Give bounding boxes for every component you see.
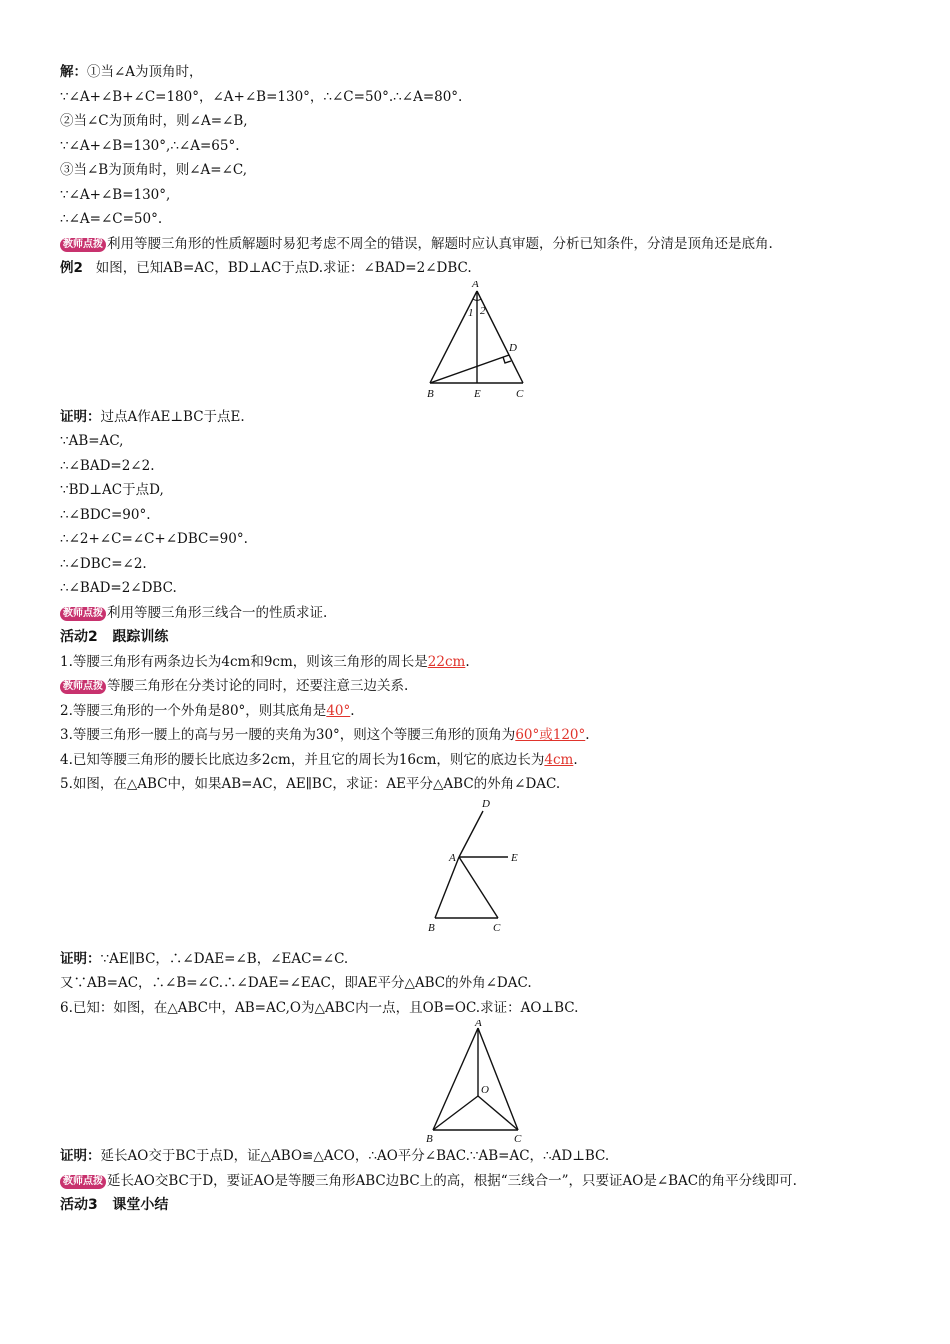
point-label-d: D [509, 341, 517, 354]
proof-1-line-3: ∴∠BAD=2∠2. [60, 457, 155, 474]
solution-line-6: ∵∠A+∠B=130°, [60, 186, 171, 203]
proof-label: 证明： [60, 950, 101, 967]
segment-ab [433, 1028, 478, 1130]
proof-2-line-1: 证明：∵AE∥BC，∴∠DAE=∠B，∠EAC=∠C. [60, 950, 349, 967]
triangle-abc-point-o-diagram [60, 1020, 900, 1144]
point-label-d: D [482, 797, 490, 810]
point-label-e: E [474, 387, 481, 400]
solution-line-5: ③当∠B为顶角时，则∠A=∠C, [60, 162, 248, 178]
point-label-c: C [493, 921, 501, 934]
point-label-a: A [472, 280, 479, 290]
point-label-e: E [511, 851, 518, 864]
example-2-figure [60, 281, 900, 405]
point-label-a: A [449, 851, 456, 864]
teacher-tip-badge: 教师点拨 [60, 607, 106, 621]
answer-2: 40° [326, 702, 351, 719]
proof-1-line-8: ∴∠BAD=2∠DBC. [60, 580, 177, 596]
angle-label-2: 2 [480, 304, 486, 317]
teacher-tip-3: 教师点拨 等腰三角形在分类讨论的同时，还要注意三边关系. [60, 674, 900, 699]
answer-4: 4cm [544, 751, 574, 768]
document-page [60, 60, 900, 1218]
triangle-abc-ae-parallel-diagram [60, 797, 900, 947]
answer-1: 22cm [427, 653, 466, 670]
triangle-abc-bd-ae-diagram [60, 281, 900, 405]
point-label-b: B [428, 921, 435, 934]
question-2: 2.等腰三角形的一个外角是80°，则其底角是40°. [60, 702, 355, 719]
example-2-statement: 例2 如图，已知AB=AC，BD⊥AC于点D.求证：∠BAD=2∠DBC. [60, 260, 472, 276]
proof-label: 证明： [60, 1148, 101, 1164]
question-5: 5.如图，在△ABC中，如果AB=AC，AE∥BC，求证：AE平分△ABC的外角∠DAC. [60, 776, 561, 792]
angle-label-1: 1 [468, 306, 474, 319]
question-1: 1.等腰三角形有两条边长为4cm和9cm，则该三角形的周长是22cm. [60, 653, 470, 670]
teacher-tip-badge: 教师点拨 [60, 238, 106, 252]
question-3: 3.等腰三角形一腰上的高与另一腰的夹角为30°，则这个等腰三角形的顶角为60°或120°. [60, 727, 590, 743]
teacher-tip-badge: 教师点拨 [60, 1175, 106, 1189]
teacher-tip-badge: 教师点拨 [60, 680, 106, 694]
question-6: 6.已知：如图，在△ABC中，AB=AC,O为△ABC内一点，且OB=OC.求证：AO⊥BC. [60, 999, 579, 1016]
point-label-a: A [475, 1020, 482, 1029]
question-6-figure [60, 1020, 900, 1144]
solution-line-4: ∵∠A+∠B=130°,∴∠A=65°. [60, 137, 240, 154]
solution-line-1: 解：①当∠A为顶角时， [60, 64, 203, 80]
teacher-tip-4: 教师点拨 延长AO交BC于D，要证AO是等腰三角形ABC边BC上的高，根据“三线合一”，只要证AO是∠BAC的角平分线即可. [60, 1169, 900, 1194]
point-label-b: B [427, 387, 434, 400]
activity-3-heading: 活动3 课堂小结 [60, 1197, 169, 1213]
proof-1-line-4: ∵BD⊥AC于点D, [60, 482, 164, 498]
segment-ac [478, 1028, 518, 1130]
activity-2-heading: 活动2 跟踪训练 [60, 629, 169, 645]
proof-1-line-2: ∵AB=AC, [60, 433, 124, 449]
example-2-label: 例2 [60, 260, 83, 276]
point-label-c: C [516, 387, 524, 400]
solution-label: 解： [60, 64, 87, 80]
point-label-b: B [426, 1133, 433, 1144]
solution-line-2: ∵∠A+∠B+∠C=180°，∠A+∠B=130°，∴∠C=50°.∴∠A=80°. [60, 88, 463, 105]
segment-ac [459, 857, 498, 918]
teacher-tip-2: 教师点拨 利用等腰三角形三线合一的性质求证. [60, 601, 900, 626]
proof-2-line-2: 又∵AB=AC，∴∠B=∠C.∴∠DAE=∠EAC，即AE平分△ABC的外角∠DAC. [60, 975, 532, 991]
answer-3: 60°或120° [515, 727, 586, 743]
teacher-tip-1: 教师点拨 利用等腰三角形的性质解题时易犯考虑不周全的错误，解题时应认真审题，分析已知条件，分清是顶角还是底角. [60, 232, 900, 257]
solution-line-3: ②当∠C为顶角时，则∠A=∠B, [60, 113, 248, 129]
question-5-figure [60, 797, 900, 947]
proof-1-line-7: ∴∠DBC=∠2. [60, 555, 147, 572]
segment-ab [435, 857, 459, 918]
proof-1-line-6: ∴∠2+∠C=∠C+∠DBC=90°. [60, 531, 248, 547]
point-label-o: O [481, 1084, 489, 1096]
proof-3-line: 证明：延长AO交于BC于点D，证△ABO≌△ACO，∴AO平分∠BAC.∵AB=AC，∴AD⊥BC. [60, 1148, 610, 1164]
point-label-c: C [514, 1133, 522, 1144]
proof-1-line-5: ∴∠BDC=90°. [60, 506, 151, 523]
proof-label: 证明： [60, 408, 101, 425]
proof-1-line-1: 证明：过点A作AE⊥BC于点E. [60, 408, 245, 425]
solution-line-7: ∴∠A=∠C=50°. [60, 211, 163, 227]
segment-da [459, 811, 483, 857]
question-4: 4.已知等腰三角形的腰长比底边多2cm，并且它的周长为16cm，则它的底边长为4cm. [60, 751, 578, 768]
